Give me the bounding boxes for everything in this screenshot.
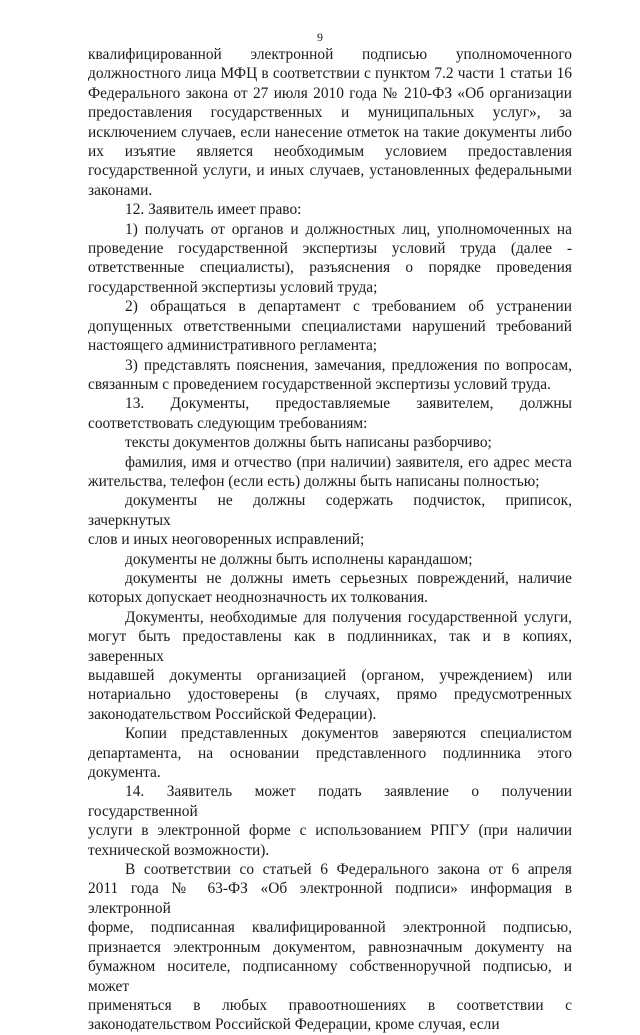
paragraph-line: фамилия, имя и отчество (при наличии) заявителя, его адрес места [125,453,572,471]
paragraph-line: услуги в электронной форме с использованием РПГУ (при наличии [88,822,572,840]
paragraph-line: допущенных ответственными специалистами нарушений требований [88,317,572,335]
paragraph-line: законами. [88,181,153,199]
paragraph-line: 13. Документы, предоставляемые заявителем, должны [125,395,572,413]
paragraph-line: их изъятие является необходимым условием предоставления [88,143,572,161]
paragraph-line: В соответствии со статьей 6 Федерального закона от 6 апреля [125,861,572,879]
paragraph-line: документы не должны иметь серьезных повреждений, наличие [125,569,572,587]
paragraph-line: жительства, телефон (если есть) должны быть написаны полностью; [88,472,540,490]
paragraph-line: документы не должны быть исполнены карандашом; [125,550,473,568]
paragraph-line: предоставления государственных и муниципальных услуг», за [88,104,572,122]
paragraph-line: 14. Заявитель может подать заявление о получении государственной [88,783,572,820]
paragraph-line: департамента, на основании представленного подлинника этого документа. [88,744,572,782]
paragraph-line: признается электронным документом, равнозначным документу на [88,938,572,956]
paragraph-line: 1) получать от органов и должностных лиц, уполномоченных на [125,220,572,238]
paragraph-line: квалифицированной электронной подписью уполномоченного [88,46,572,63]
document-body [88,45,572,1035]
paragraph-line: тексты документов должны быть написаны разборчиво; [125,434,492,452]
paragraph-line: документы не должны содержать подчисток, приписок, зачеркнутых [88,492,572,529]
paragraph-line: бумажном носителе, подписанному собственноручной подписью, и может [88,958,572,995]
paragraph-line: связанным с проведением государственной экспертизы условий труда. [88,375,551,393]
paragraph-line: законодательством Российской Федерации). [88,705,377,723]
paragraph-line: соответствовать следующим требованиям: [88,414,368,432]
paragraph-line: 2011 года № 63-ФЗ «Об электронной подписи» информация в электронной [88,880,572,917]
paragraph-line: которых допускает неоднозначность их толкования. [88,589,429,607]
paragraph-line: могут быть предоставлены как в подлинниках, так и в копиях, заверенных [88,628,572,665]
paragraph-line: технической возможности). [88,841,270,859]
paragraph-line: нотариально удостоверены (в случаях, прямо предусмотренных [88,686,572,704]
paragraph-line: должностного лица МФЦ в соответствии с пунктом 7.2 части 1 статьи 16 [88,65,572,83]
paragraph-line: проведение государственной экспертизы условий труда (далее - [88,240,572,258]
paragraph-line: Копии представленных документов заверяются специалистом [125,725,572,743]
page-number: 9 [317,30,323,44]
paragraph-line: законодательством Российской Федерации, кроме случая, если [88,1016,500,1034]
paragraph-line: настоящего административного регламента; [88,337,378,355]
paragraph-line: Документы, необходимые для получения государственной услуги, [125,608,572,626]
paragraph-line: ответственные специалисты), разъяснения о порядке проведения [88,259,572,277]
paragraph-line: слов и иных неоговоренных исправлений; [88,531,365,549]
paragraph-line: государственной услуги, и иных случаев, установленных федеральными [88,162,572,180]
paragraph-line: применяться в любых правоотношениях в соответствии с [88,996,572,1014]
paragraph-line: 12. Заявитель имеет право: [125,201,302,219]
paragraph-line: 2) обращаться в департамент с требованием об устранении [125,298,572,316]
paragraph-line: исключением случаев, если нанесение отметок на такие документы либо [88,123,572,141]
paragraph-line: форме, подписанная квалифицированной электронной подписью, [88,919,572,937]
paragraph-line: 3) представлять пояснения, замечания, предложения по вопросам, [125,356,572,374]
paragraph-line: выдавшей документы организацией (органом, учреждением) или [88,667,572,684]
paragraph-line: Федерального закона от 27 июля 2010 года № 210-ФЗ «Об организации [88,84,572,102]
paragraph-line: государственной экспертизы условий труда; [88,278,378,296]
